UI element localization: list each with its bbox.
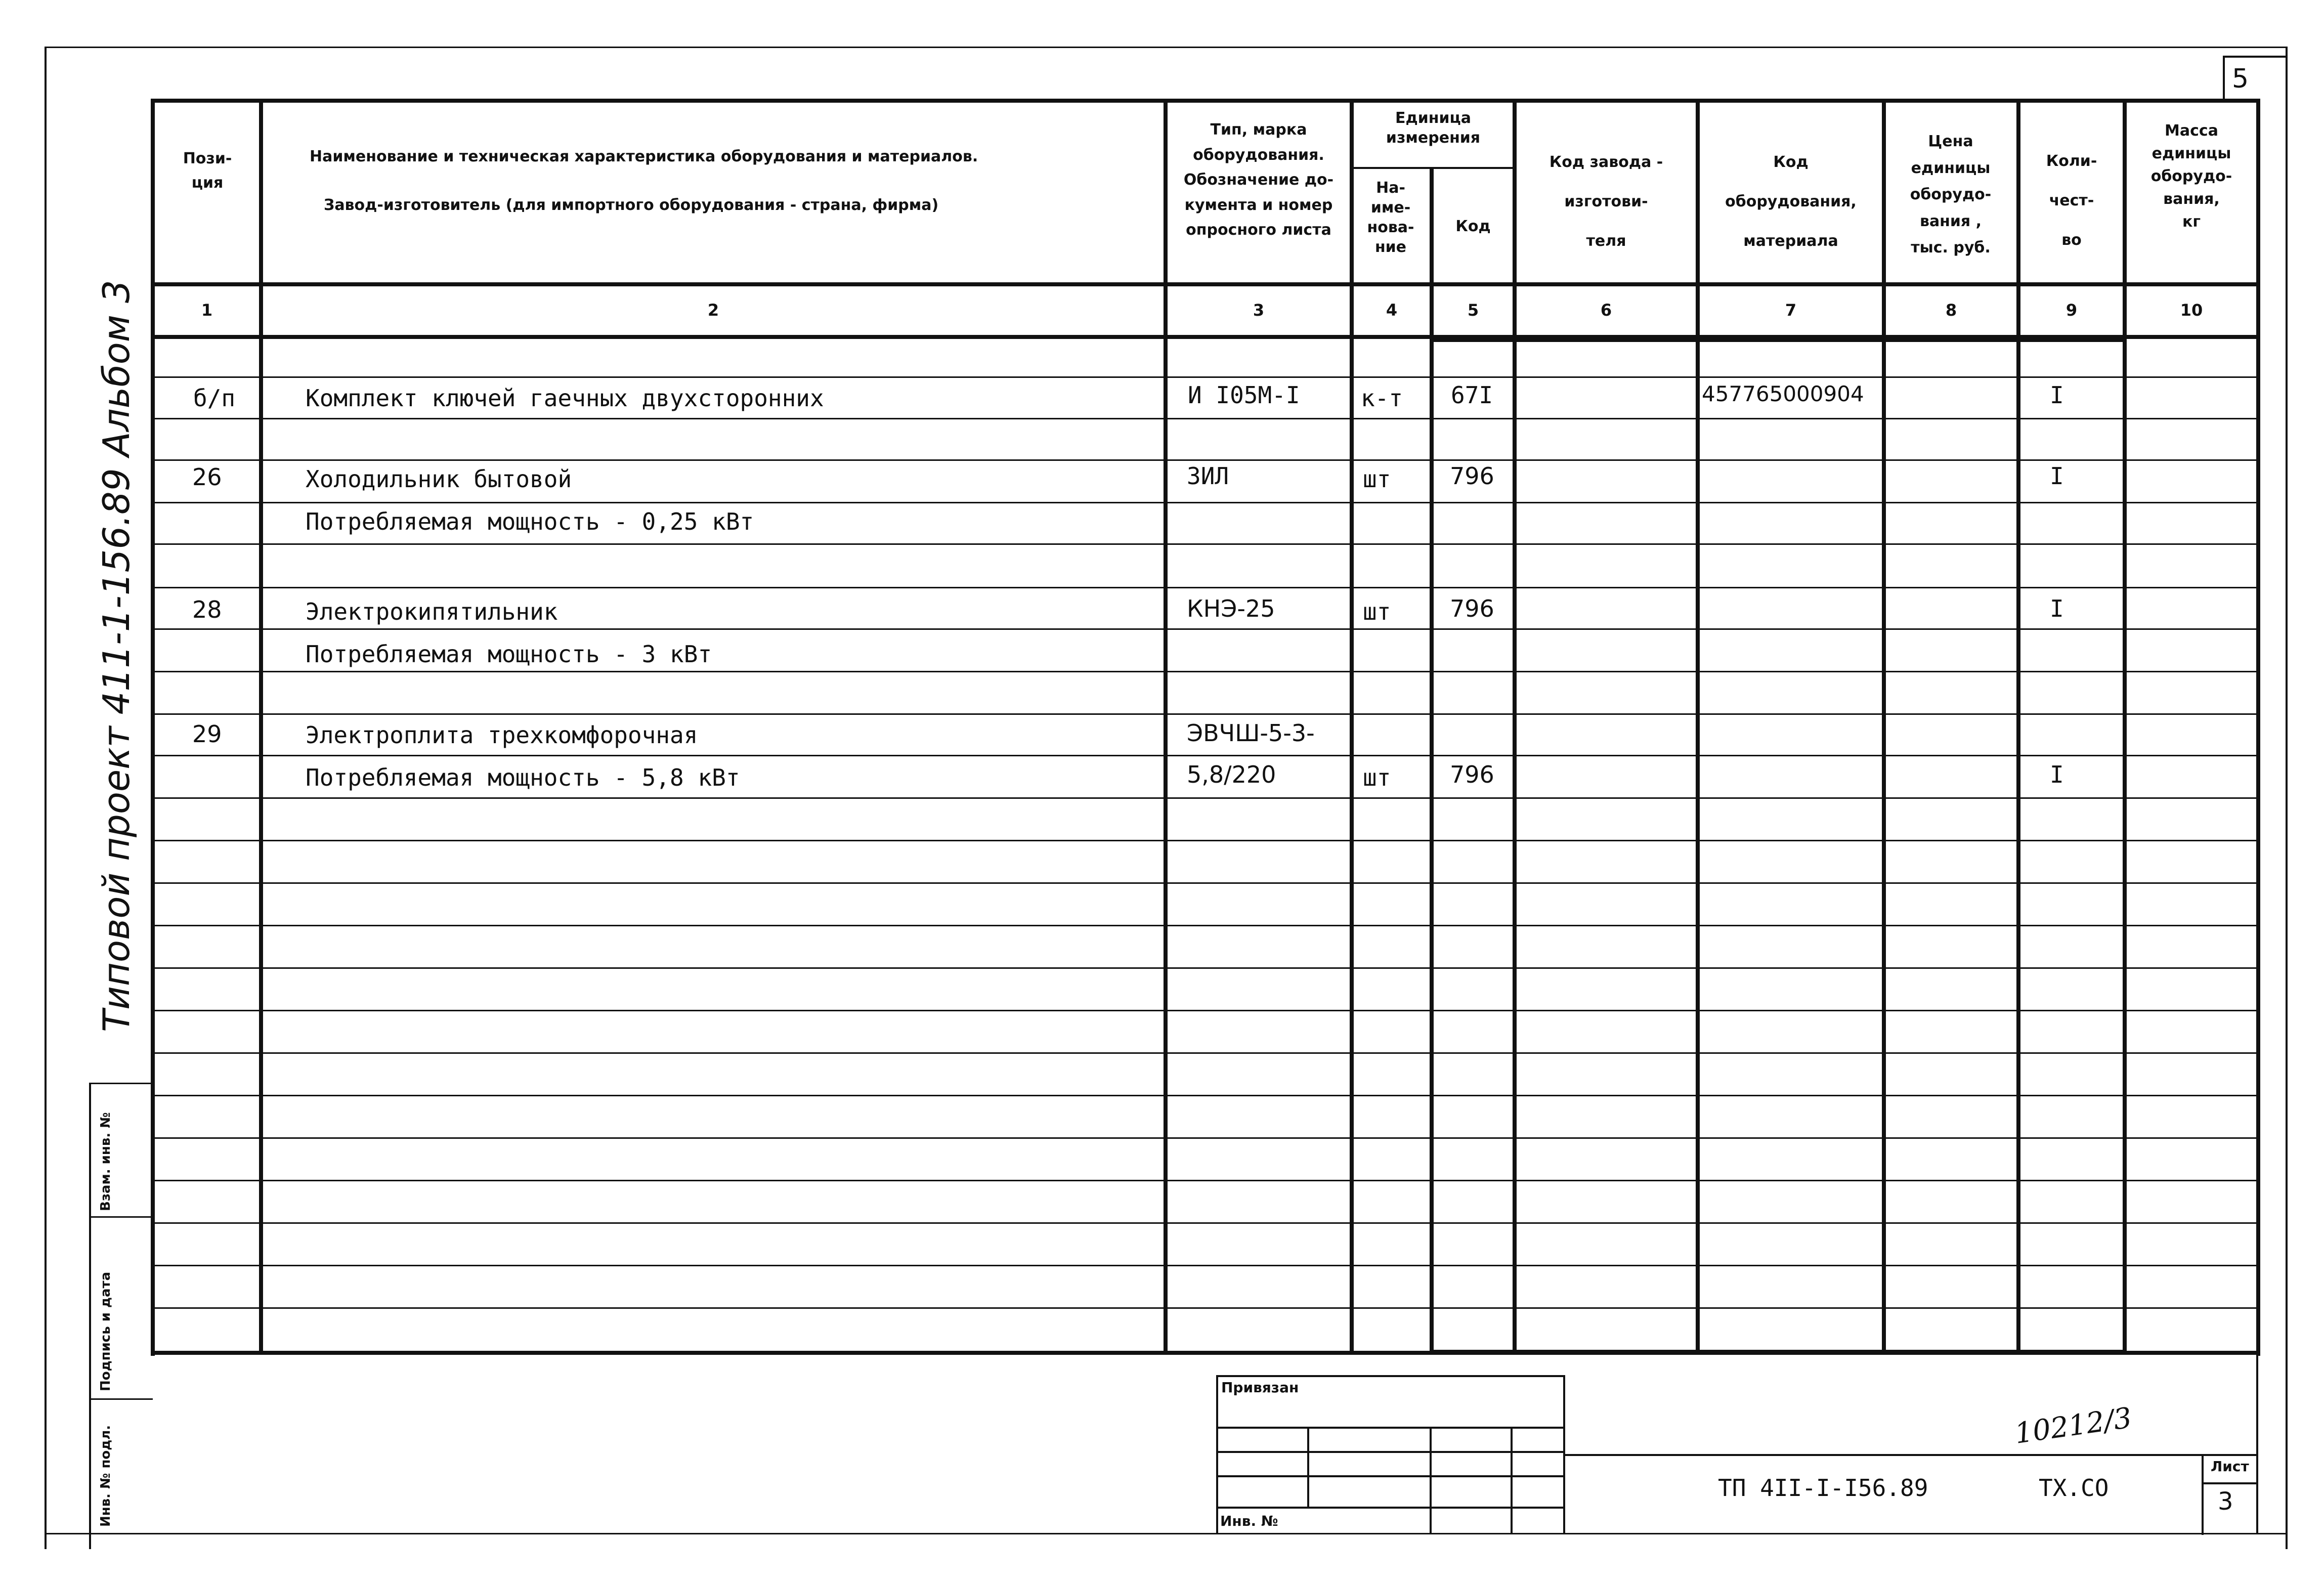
header-col10-line: вания, xyxy=(2163,190,2220,208)
row-name: Потребляемая мощность - 3 кВт xyxy=(306,640,712,668)
header-col1-line: Пози- xyxy=(183,150,232,167)
doc-code: ТП 4II-I-I56.89 xyxy=(1718,1474,1928,1502)
row-line xyxy=(153,797,2257,799)
row-name: Электрокипятильник xyxy=(306,598,558,625)
privyazan-row xyxy=(1216,1451,1565,1453)
header-col6-line: теля xyxy=(1586,232,1626,250)
privyazan-row xyxy=(1216,1475,1565,1477)
row-name: Комплект ключей гаечных двухсторонних xyxy=(306,384,824,412)
row-line xyxy=(153,1222,2257,1224)
header-col4-line: На- xyxy=(1376,179,1405,197)
header-col4 xyxy=(1352,178,1430,257)
stub-label-inv-original: Инв. № подл. xyxy=(98,1425,113,1527)
corner-box-top xyxy=(2223,56,2288,58)
row-code: 796 xyxy=(1450,462,1494,490)
header-col10-line: единицы xyxy=(2151,145,2231,162)
column-number: 5 xyxy=(1467,301,1479,320)
stub-bottom xyxy=(45,1533,2287,1534)
row-position: 26 xyxy=(192,463,222,491)
col-sep-1 xyxy=(259,99,263,1353)
col-sep-7 xyxy=(1882,99,1886,1353)
row-unit: шт xyxy=(1363,764,1391,791)
row-line xyxy=(153,840,2257,841)
header-col7 xyxy=(1700,143,1882,261)
row-unit: шт xyxy=(1363,465,1391,493)
header-col1 xyxy=(158,147,257,195)
row-position: 29 xyxy=(192,720,222,748)
row-type: 5,8/220 xyxy=(1187,761,1276,788)
sheet-label: Лист xyxy=(2211,1458,2249,1475)
stub-top xyxy=(89,1083,153,1084)
approval-signature: 10212/3 xyxy=(2012,1401,2134,1450)
header-col4-line: ние xyxy=(1374,238,1407,256)
header-col3-line: Обозначение до- xyxy=(1183,171,1334,189)
stub-label-replace-inv: Взам. инв. № xyxy=(98,1112,113,1211)
privyazan-box-left xyxy=(1216,1375,1218,1534)
row-line xyxy=(153,882,2257,884)
header-col8-line: вания , xyxy=(1919,212,1982,230)
col-sep-5 xyxy=(1513,99,1517,1353)
header-col7-line: оборудования, xyxy=(1725,193,1857,210)
row-line xyxy=(153,1052,2257,1054)
body-block-top xyxy=(1430,338,2125,342)
header-col10-line: Масса xyxy=(2165,122,2218,140)
col-sep-4 xyxy=(1430,167,1434,1353)
outer-frame-left xyxy=(45,47,47,1549)
column-number: 9 xyxy=(2065,301,2078,320)
header-col8 xyxy=(1885,129,2016,262)
header-col9-line: Коли- xyxy=(2046,152,2097,170)
title-block-right xyxy=(2256,1351,2258,1534)
row-line xyxy=(153,628,2257,630)
header-col3-line: кумента и номер xyxy=(1184,196,1333,214)
table-top-border xyxy=(153,99,2257,103)
column-number: 2 xyxy=(707,301,719,320)
header-col2-line2: Завод-изготовитель (для импортного оборудования - страна, фирма) xyxy=(324,196,939,214)
corner-sheet-number: 5 xyxy=(2232,64,2249,94)
header-col9 xyxy=(2020,142,2123,260)
outer-frame-top xyxy=(45,47,2287,48)
header-col8-line: единицы xyxy=(1911,159,1991,177)
row-equip-code: 457765000904 xyxy=(1702,381,1864,406)
row-name: Потребляемая мощность - 0,25 кВт xyxy=(306,508,754,535)
row-qty: I xyxy=(2050,595,2064,622)
stub-label-signature-date: Подпись и дата xyxy=(98,1271,113,1391)
stub-sep xyxy=(89,1216,153,1218)
row-unit: к-т xyxy=(1361,384,1403,412)
row-qty: I xyxy=(2050,761,2064,788)
row-code: 796 xyxy=(1450,595,1494,622)
sheet-number: 3 xyxy=(2218,1487,2233,1516)
header-unit-group-line: Единица xyxy=(1395,109,1471,127)
col-sep-2 xyxy=(1164,99,1168,1353)
column-number: 4 xyxy=(1386,301,1398,320)
col-sep-8 xyxy=(2016,99,2020,1353)
header-col2-line1: Наименование и техническая характеристика оборудования и материалов. xyxy=(310,148,978,165)
header-col7-line: материала xyxy=(1743,232,1838,250)
row-line xyxy=(153,1265,2257,1266)
privyazan-row xyxy=(1216,1507,1565,1509)
sheet-box-left xyxy=(2202,1454,2204,1535)
row-line xyxy=(153,587,2257,588)
row-code: 796 xyxy=(1450,761,1494,788)
header-col9-line: во xyxy=(2061,231,2082,249)
header-col9-line: чест- xyxy=(2049,192,2094,209)
row-code: 67I xyxy=(1451,381,1493,409)
row-position: б/п xyxy=(193,384,236,412)
row-name: Холодильник бытовой xyxy=(306,465,572,493)
column-number: 7 xyxy=(1785,301,1797,320)
col-sep-6 xyxy=(1696,99,1700,1353)
privyazan-label: Привязан xyxy=(1221,1379,1299,1396)
row-line xyxy=(153,543,2257,545)
doc-code-line xyxy=(1563,1454,2258,1456)
header-col4-line: нова- xyxy=(1367,219,1414,236)
row-type: ЭВЧШ-5-3- xyxy=(1187,719,1315,747)
header-bottom-border xyxy=(153,282,2257,286)
header-col8-line: Цена xyxy=(1928,133,1973,150)
header-unit-group-line: измерения xyxy=(1386,129,1481,147)
header-col10 xyxy=(2127,119,2256,233)
header-col1-line: ция xyxy=(191,174,224,192)
stub-sep xyxy=(89,1398,153,1400)
header-col6-line: Код завода - xyxy=(1549,153,1663,171)
privyazan-col xyxy=(1430,1427,1432,1534)
header-col4-line: име- xyxy=(1370,199,1411,217)
corner-box-left xyxy=(2223,56,2225,101)
column-number: 10 xyxy=(2180,301,2203,320)
header-col8-line: тыс. руб. xyxy=(1911,239,1991,256)
row-name: Потребляемая мощность - 5,8 кВт xyxy=(306,764,740,791)
row-line xyxy=(153,1137,2257,1139)
row-line xyxy=(153,1095,2257,1096)
column-number: 8 xyxy=(1945,301,1957,320)
table-right-border xyxy=(2256,99,2260,1356)
title-block-top xyxy=(153,1351,2257,1355)
row-line xyxy=(153,755,2257,756)
row-line xyxy=(153,459,2257,461)
row-unit: шт xyxy=(1363,598,1391,625)
side-title: Типовой проект 411-1-156.89 Альбом 3 xyxy=(95,280,138,1032)
header-col7-line: Код xyxy=(1773,153,1809,171)
col-sep-3 xyxy=(1350,99,1354,1353)
column-number: 3 xyxy=(1253,301,1265,320)
row-line xyxy=(153,1307,2257,1309)
privyazan-col xyxy=(1307,1427,1309,1508)
row-qty: I xyxy=(2050,462,2064,490)
header-col10-line: кг xyxy=(2182,213,2201,231)
unit-group-split xyxy=(1350,167,1515,169)
row-line xyxy=(153,671,2257,672)
outer-frame-right xyxy=(2286,47,2288,1549)
inv-no-label: Инв. № xyxy=(1220,1513,1278,1529)
row-line xyxy=(153,713,2257,715)
row-line xyxy=(153,1010,2257,1011)
row-type: ЗИЛ xyxy=(1187,462,1229,490)
header-col10-line: оборудо- xyxy=(2150,167,2232,185)
header-unit-group xyxy=(1354,108,1513,148)
stub-inner-line xyxy=(89,1083,91,1549)
header-col6 xyxy=(1517,143,1696,261)
column-number: 1 xyxy=(201,301,213,320)
row-line xyxy=(153,925,2257,926)
col-sep-9 xyxy=(2123,99,2127,1353)
row-line xyxy=(153,376,2257,378)
row-line xyxy=(153,418,2257,419)
header-col3 xyxy=(1169,117,1349,243)
row-line xyxy=(153,1180,2257,1181)
column-number: 6 xyxy=(1600,301,1612,320)
header-col3-line: Тип, марка xyxy=(1210,121,1307,139)
row-line xyxy=(153,967,2257,969)
table-left-border xyxy=(151,99,155,1356)
header-col3-line: опросного листа xyxy=(1186,221,1331,239)
sheet-box-split xyxy=(2202,1482,2258,1484)
row-type: И I05М-I xyxy=(1188,381,1300,409)
row-position: 28 xyxy=(192,596,222,623)
row-line xyxy=(153,502,2257,503)
privyazan-col xyxy=(1511,1427,1513,1534)
privyazan-row xyxy=(1216,1427,1565,1429)
row-type: КНЭ-25 xyxy=(1187,595,1275,622)
privyazan-box-top xyxy=(1216,1375,1565,1377)
header-col6-line: изготови- xyxy=(1564,193,1648,210)
header-col5: Код xyxy=(1455,218,1491,235)
header-col8-line: оборудо- xyxy=(1910,186,1992,203)
row-name: Электроплита трехкомфорочная xyxy=(306,721,698,749)
doc-mark: ТХ.СО xyxy=(2039,1474,2109,1502)
header-col3-line: оборудования. xyxy=(1193,146,1324,164)
row-qty: I xyxy=(2050,381,2064,409)
